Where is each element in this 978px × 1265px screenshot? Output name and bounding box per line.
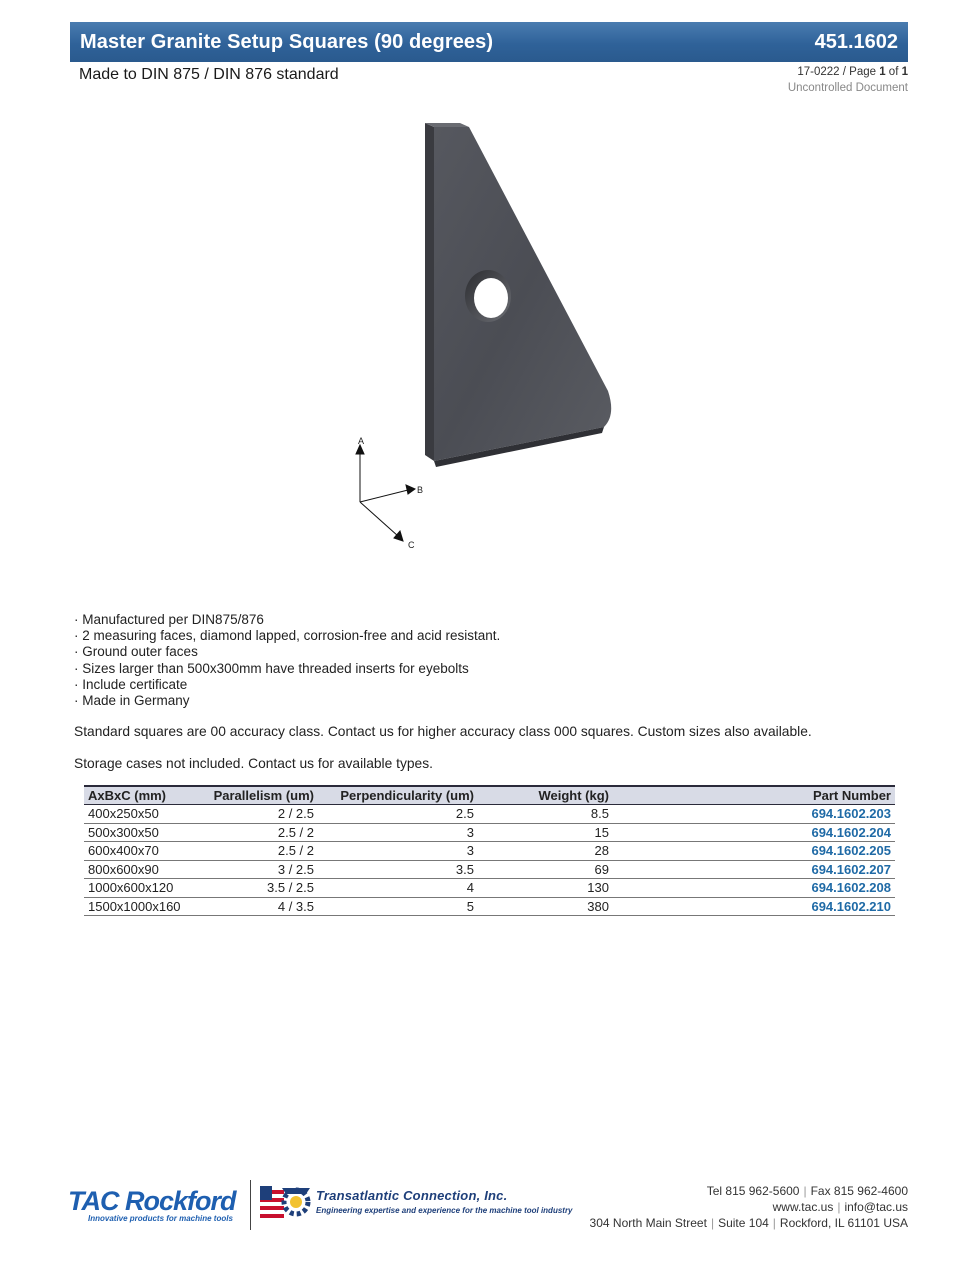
cell-parallelism: 4 / 3.5 xyxy=(194,897,318,916)
cell-parallelism: 2 / 2.5 xyxy=(194,805,318,824)
cell-parallelism: 2.5 / 2 xyxy=(194,842,318,861)
cell-size: 400x250x50 xyxy=(84,805,194,824)
cell-weight: 69 xyxy=(478,860,613,879)
tac-logo-text: TAC Rockford xyxy=(68,1186,236,1216)
table-row xyxy=(84,897,895,916)
cell-parallelism: 3.5 / 2.5 xyxy=(194,879,318,898)
cell-part-number[interactable]: 694.1602.207 xyxy=(613,860,895,879)
cell-part-number[interactable]: 694.1602.204 xyxy=(613,823,895,842)
street-address: 304 North Main Street xyxy=(589,1216,707,1230)
axis-label-a: A xyxy=(358,436,365,446)
cell-size: 600x400x70 xyxy=(84,842,194,861)
table-row xyxy=(84,805,895,824)
cell-weight: 130 xyxy=(478,879,613,898)
transatlantic-logo xyxy=(258,1184,573,1224)
accuracy-note: Standard squares are 00 accuracy class. Contact us for higher accuracy class 000 squares. Custom sizes also available. xyxy=(74,724,812,739)
flag-gear-icon xyxy=(258,1184,312,1224)
cell-perpendicularity: 3 xyxy=(318,842,478,861)
page-indicator: 17-0222 / Page 1 of 1 xyxy=(797,66,908,78)
feature-item: · Include certificate xyxy=(74,677,500,693)
cell-part-number[interactable]: 694.1602.208 xyxy=(613,879,895,898)
feature-item: · 2 measuring faces, diamond lapped, corrosion-free and acid resistant. xyxy=(74,628,500,644)
column-header-parallelism: Parallelism (um) xyxy=(213,788,314,803)
cell-perpendicularity: 3.5 xyxy=(318,860,478,879)
spec-table xyxy=(84,785,895,916)
tac-tagline: Innovative products for machine tools xyxy=(88,1214,233,1223)
column-header-part-number: Part Number xyxy=(812,788,891,803)
title-bar xyxy=(70,22,908,62)
footer-divider xyxy=(250,1180,251,1230)
cell-perpendicularity: 4 xyxy=(318,879,478,898)
axis-diagram xyxy=(356,445,415,541)
cell-size: 800x600x90 xyxy=(84,860,194,879)
cell-size: 1500x1000x160 xyxy=(84,897,194,916)
cell-weight: 380 xyxy=(478,897,613,916)
product-image xyxy=(340,115,630,575)
table-header-row xyxy=(84,786,895,805)
granite-square xyxy=(425,123,611,467)
cell-size: 1000x600x120 xyxy=(84,879,194,898)
feature-list xyxy=(74,612,500,709)
table-row xyxy=(84,823,895,842)
feature-item: · Sizes larger than 500x300mm have threaded inserts for eyebolts xyxy=(74,661,500,677)
document-subtitle: Made to DIN 875 / DIN 876 standard xyxy=(79,66,339,83)
fax-number: Fax 815 962-4600 xyxy=(810,1184,908,1198)
cell-size: 500x300x50 xyxy=(84,823,194,842)
column-header-weight: Weight (kg) xyxy=(538,788,609,803)
cell-parallelism: 2.5 / 2 xyxy=(194,823,318,842)
feature-item: · Made in Germany xyxy=(74,693,500,709)
contact-address-line: 304 North Main Street | Suite 104 | Rockford, IL 61101 USA xyxy=(589,1216,908,1230)
cell-perpendicularity: 3 xyxy=(318,823,478,842)
website-link[interactable]: www.tac.us xyxy=(772,1200,834,1214)
contact-phone-line: Tel 815 962-5600 | Fax 815 962-4600 xyxy=(706,1184,908,1198)
feature-item: · Ground outer faces xyxy=(74,644,500,660)
uncontrolled-notice: Uncontrolled Document xyxy=(787,82,908,94)
storage-note: Storage cases not included. Contact us for available types. xyxy=(74,756,433,771)
city-address: Rockford, IL 61101 USA xyxy=(779,1216,908,1230)
table-row xyxy=(84,879,895,898)
table-row xyxy=(84,860,895,879)
cell-part-number[interactable]: 694.1602.203 xyxy=(613,805,895,824)
cell-part-number[interactable]: 694.1602.210 xyxy=(613,897,895,916)
cell-perpendicularity: 2.5 xyxy=(318,805,478,824)
axis-label-c: C xyxy=(408,540,415,550)
contact-web-line: www.tac.us | info@tac.us xyxy=(772,1200,908,1214)
cell-weight: 15 xyxy=(478,823,613,842)
tc-tagline: Engineering expertise and experience for the machine tool industry xyxy=(316,1206,573,1215)
cell-perpendicularity: 5 xyxy=(318,897,478,916)
email-link[interactable]: info@tac.us xyxy=(844,1200,908,1214)
tac-rockford-logo xyxy=(68,1186,236,1223)
document-meta xyxy=(788,64,908,96)
document-title: Master Granite Setup Squares (90 degrees) xyxy=(80,30,494,53)
document-number: 451.1602 xyxy=(814,30,898,53)
table-row xyxy=(84,842,895,861)
feature-item: · Manufactured per DIN875/876 xyxy=(74,612,500,628)
suite-address: Suite 104 xyxy=(718,1216,769,1230)
column-header-size: AxBxC (mm) xyxy=(88,788,167,803)
cell-parallelism: 3 / 2.5 xyxy=(194,860,318,879)
axis-label-b: B xyxy=(417,485,424,495)
cell-weight: 8.5 xyxy=(478,805,613,824)
cell-weight: 28 xyxy=(478,842,613,861)
cell-part-number[interactable]: 694.1602.205 xyxy=(613,842,895,861)
column-header-perpendicularity: Perpendicularity (um) xyxy=(340,788,474,803)
tc-company-name: Transatlantic Connection, Inc. xyxy=(316,1188,508,1203)
phone-number: Tel 815 962-5600 xyxy=(706,1184,800,1198)
contact-block xyxy=(590,1183,908,1231)
